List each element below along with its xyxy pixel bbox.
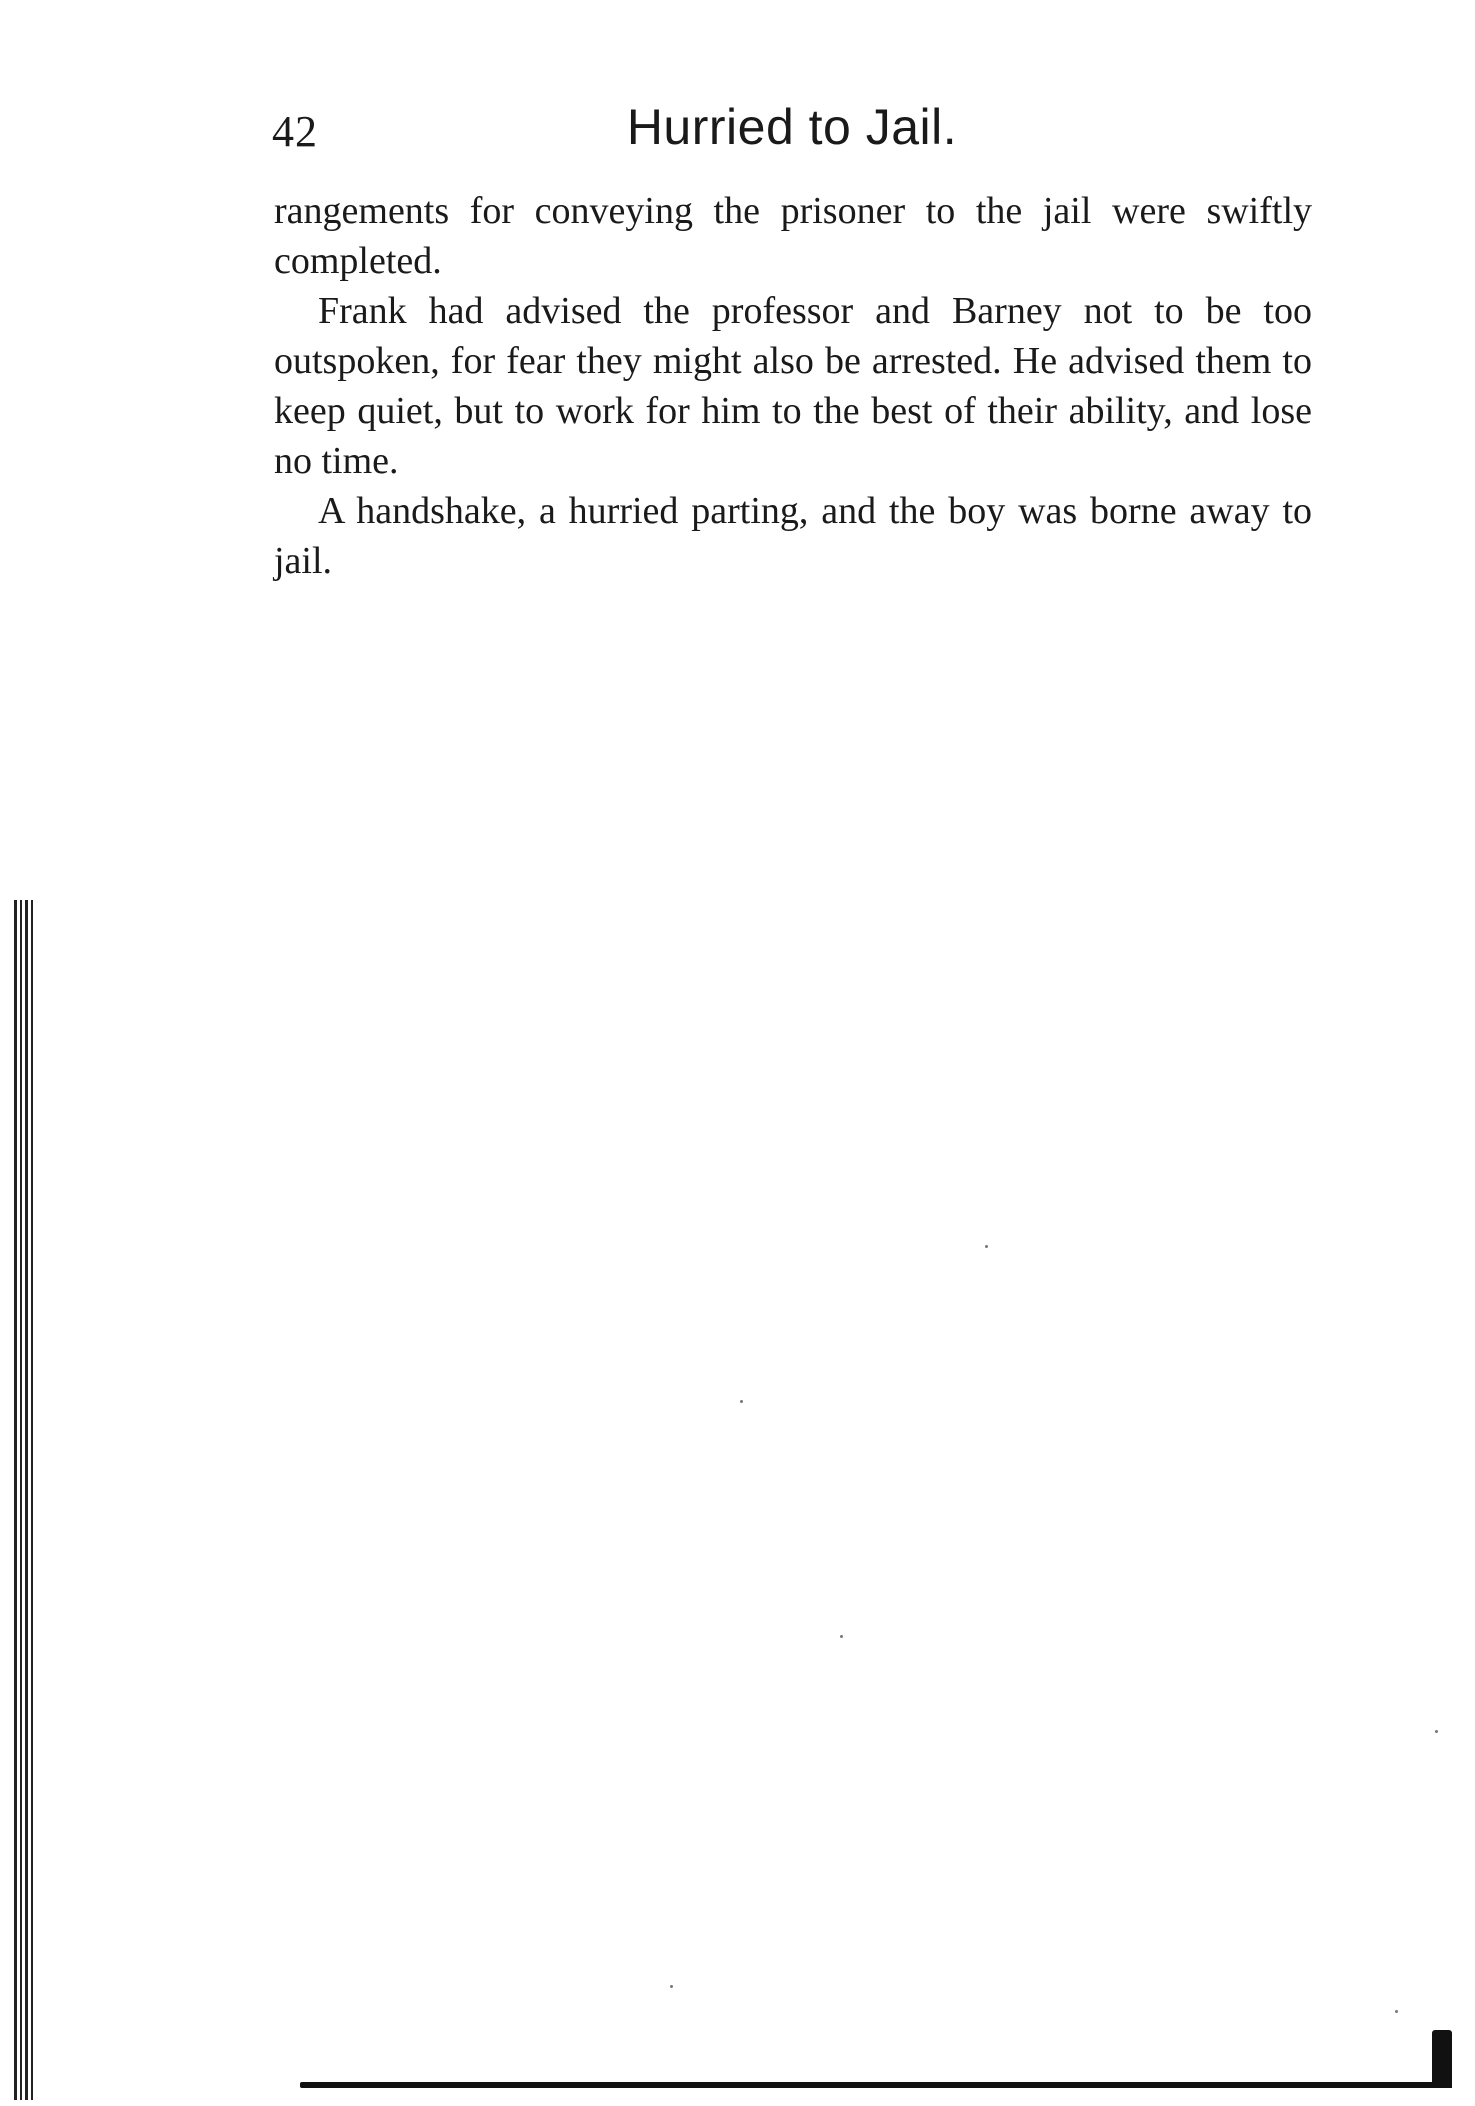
binding-edge-lines: [14, 900, 38, 2100]
bottom-scan-edge: [300, 2082, 1450, 2088]
scan-speck: [985, 1245, 988, 1248]
body-text: [274, 186, 1312, 586]
scan-speck: [670, 1985, 673, 1988]
scan-speck: [1435, 1730, 1438, 1733]
bottom-scan-edge-corner: [1432, 2030, 1452, 2088]
scan-speck: [740, 1400, 743, 1403]
page-header: [272, 98, 1312, 168]
running-title: Hurried to Jail.: [626, 99, 958, 155]
page-number: 42: [272, 107, 318, 156]
paragraph: A handshake, a hurried parting, and the boy was borne away to jail.: [274, 490, 1312, 582]
paragraph-continuation: rangements for conveying the prisoner to the jail were swiftly completed.: [274, 190, 1312, 282]
scan-speck: [1395, 2010, 1398, 2013]
scan-speck: [840, 1635, 843, 1638]
paragraph: Frank had advised the professor and Barney not to be too outspoken, for fear they might also be arrested. He advised them to keep quiet, but to work for him to the best of their ability, and lose no time.: [274, 290, 1312, 482]
